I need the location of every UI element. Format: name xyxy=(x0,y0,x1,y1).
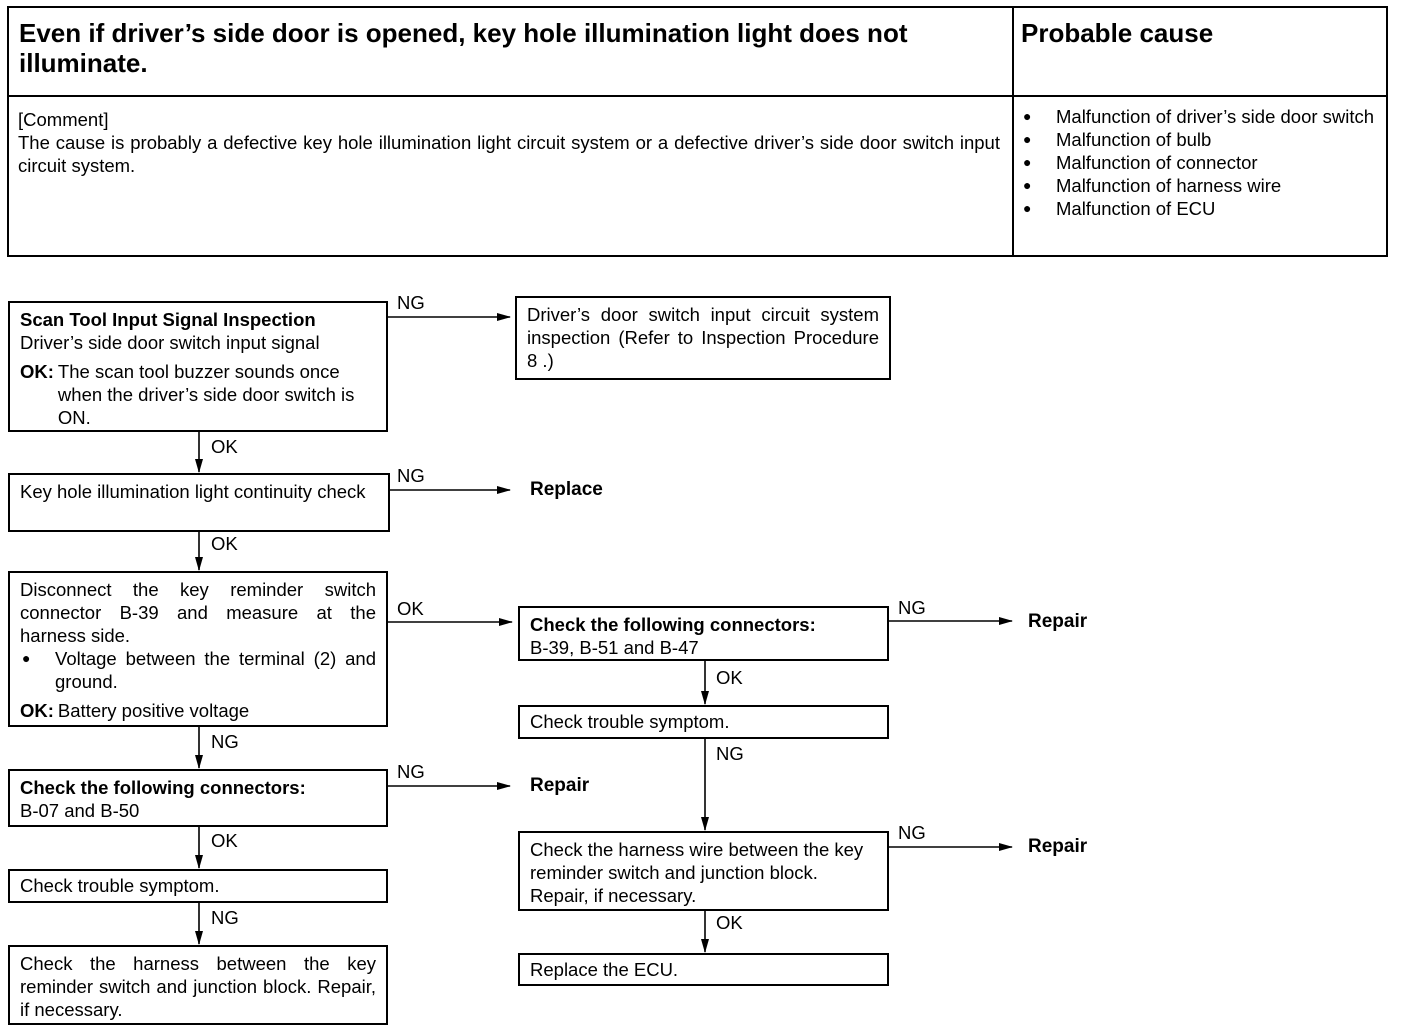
ng-label: NG xyxy=(898,822,926,843)
probable-cause-title: Probable cause xyxy=(1021,18,1214,48)
check-b07-text: B-07 and B-50 xyxy=(20,800,140,821)
harness-left-box xyxy=(8,945,388,1025)
keyhole-check-text: Key hole illumination light continuity check xyxy=(20,481,366,502)
replace-ecu-text: Replace the ECU. xyxy=(530,959,679,980)
trouble-left-text: Check trouble symptom. xyxy=(20,875,220,896)
repair-label: Repair xyxy=(1028,611,1088,632)
check-connectors-b07-box xyxy=(8,769,388,827)
comment-label: [Comment] xyxy=(18,109,109,130)
ng-label: NG xyxy=(397,292,425,313)
ng-label: NG xyxy=(211,907,239,928)
scan-title: Scan Tool Input Signal Inspection xyxy=(20,309,316,330)
ok-label: OK xyxy=(211,436,238,457)
disconnect-ok-text: Battery positive voltage xyxy=(57,700,250,721)
scan-subtitle: Driver’s side door switch input signal xyxy=(20,332,320,353)
trouble-symptom-left-box xyxy=(8,869,388,903)
ng-label: NG xyxy=(716,743,744,764)
disconnect-bullets xyxy=(20,647,376,693)
cause-item: ● Malfunction of ECU xyxy=(1021,197,1377,220)
cause-item: ● Malfunction of bulb xyxy=(1021,128,1377,151)
comment-text: The cause is probably a defective key hole illumination light circuit system or a defective driver’s side door switch input circuit system. xyxy=(18,132,1000,176)
ok-label: OK xyxy=(716,667,743,688)
check-b39-text: B-39, B-51 and B-47 xyxy=(530,637,699,658)
ng-label: NG xyxy=(397,465,425,486)
door-switch-inspection-box xyxy=(515,296,891,380)
door-switch-inspection-text: Driver’s door switch input circuit system inspection (Refer to Inspection Procedure 8 .) xyxy=(527,304,879,371)
replace-ecu-box xyxy=(518,953,889,986)
replace-label: Replace xyxy=(530,479,603,500)
keyhole-continuity-box xyxy=(8,473,390,532)
ng-label: NG xyxy=(397,761,425,782)
check-b07-title: Check the following connectors: xyxy=(20,777,306,798)
ok-label: OK xyxy=(716,912,743,933)
cause-item: ● Malfunction of connector xyxy=(1021,151,1377,174)
check-connectors-b39-box xyxy=(518,606,889,661)
symptom-title: Even if driver’s side door is opened, key hole illumination light does not illuminate. xyxy=(19,18,908,78)
ok-label: OK xyxy=(211,533,238,554)
ok-label: OK xyxy=(397,598,424,619)
harness-right-box xyxy=(518,831,889,911)
ok-key: OK: xyxy=(20,700,54,721)
scan-ok-text: The scan tool buzzer sounds once when the driver’s side door switch is ON. xyxy=(57,361,355,428)
disconnect-measure-box xyxy=(8,571,388,727)
disconnect-ok-row xyxy=(20,699,376,722)
ok-label: OK xyxy=(211,830,238,851)
trouble-symptom-right-box xyxy=(518,705,889,739)
cause-item: ● Malfunction of harness wire xyxy=(1021,174,1377,197)
harness-left-text: Check the harness between the key reminder switch and junction block. Repair, if necessary. xyxy=(20,953,376,1020)
repair-label: Repair xyxy=(1028,836,1088,857)
ng-label: NG xyxy=(898,597,926,618)
ok-key: OK: xyxy=(20,361,54,382)
ng-label: NG xyxy=(211,731,239,752)
check-b39-title: Check the following connectors: xyxy=(530,614,816,635)
trouble-right-text: Check trouble symptom. xyxy=(530,711,730,732)
scan-tool-inspection-box xyxy=(8,301,388,432)
disconnect-bullet: ● Voltage between the terminal (2) and ground. xyxy=(20,647,376,693)
cause-item: ● Malfunction of driver’s side door switch xyxy=(1021,105,1377,128)
harness-right-text: Check the harness wire between the key reminder switch and junction block. Repair, if necessary. xyxy=(530,839,864,906)
scan-ok-row xyxy=(20,360,376,429)
disconnect-text: Disconnect the key reminder switch connector B-39 and measure at the harness side. xyxy=(20,579,376,646)
repair-label: Repair xyxy=(530,775,590,796)
